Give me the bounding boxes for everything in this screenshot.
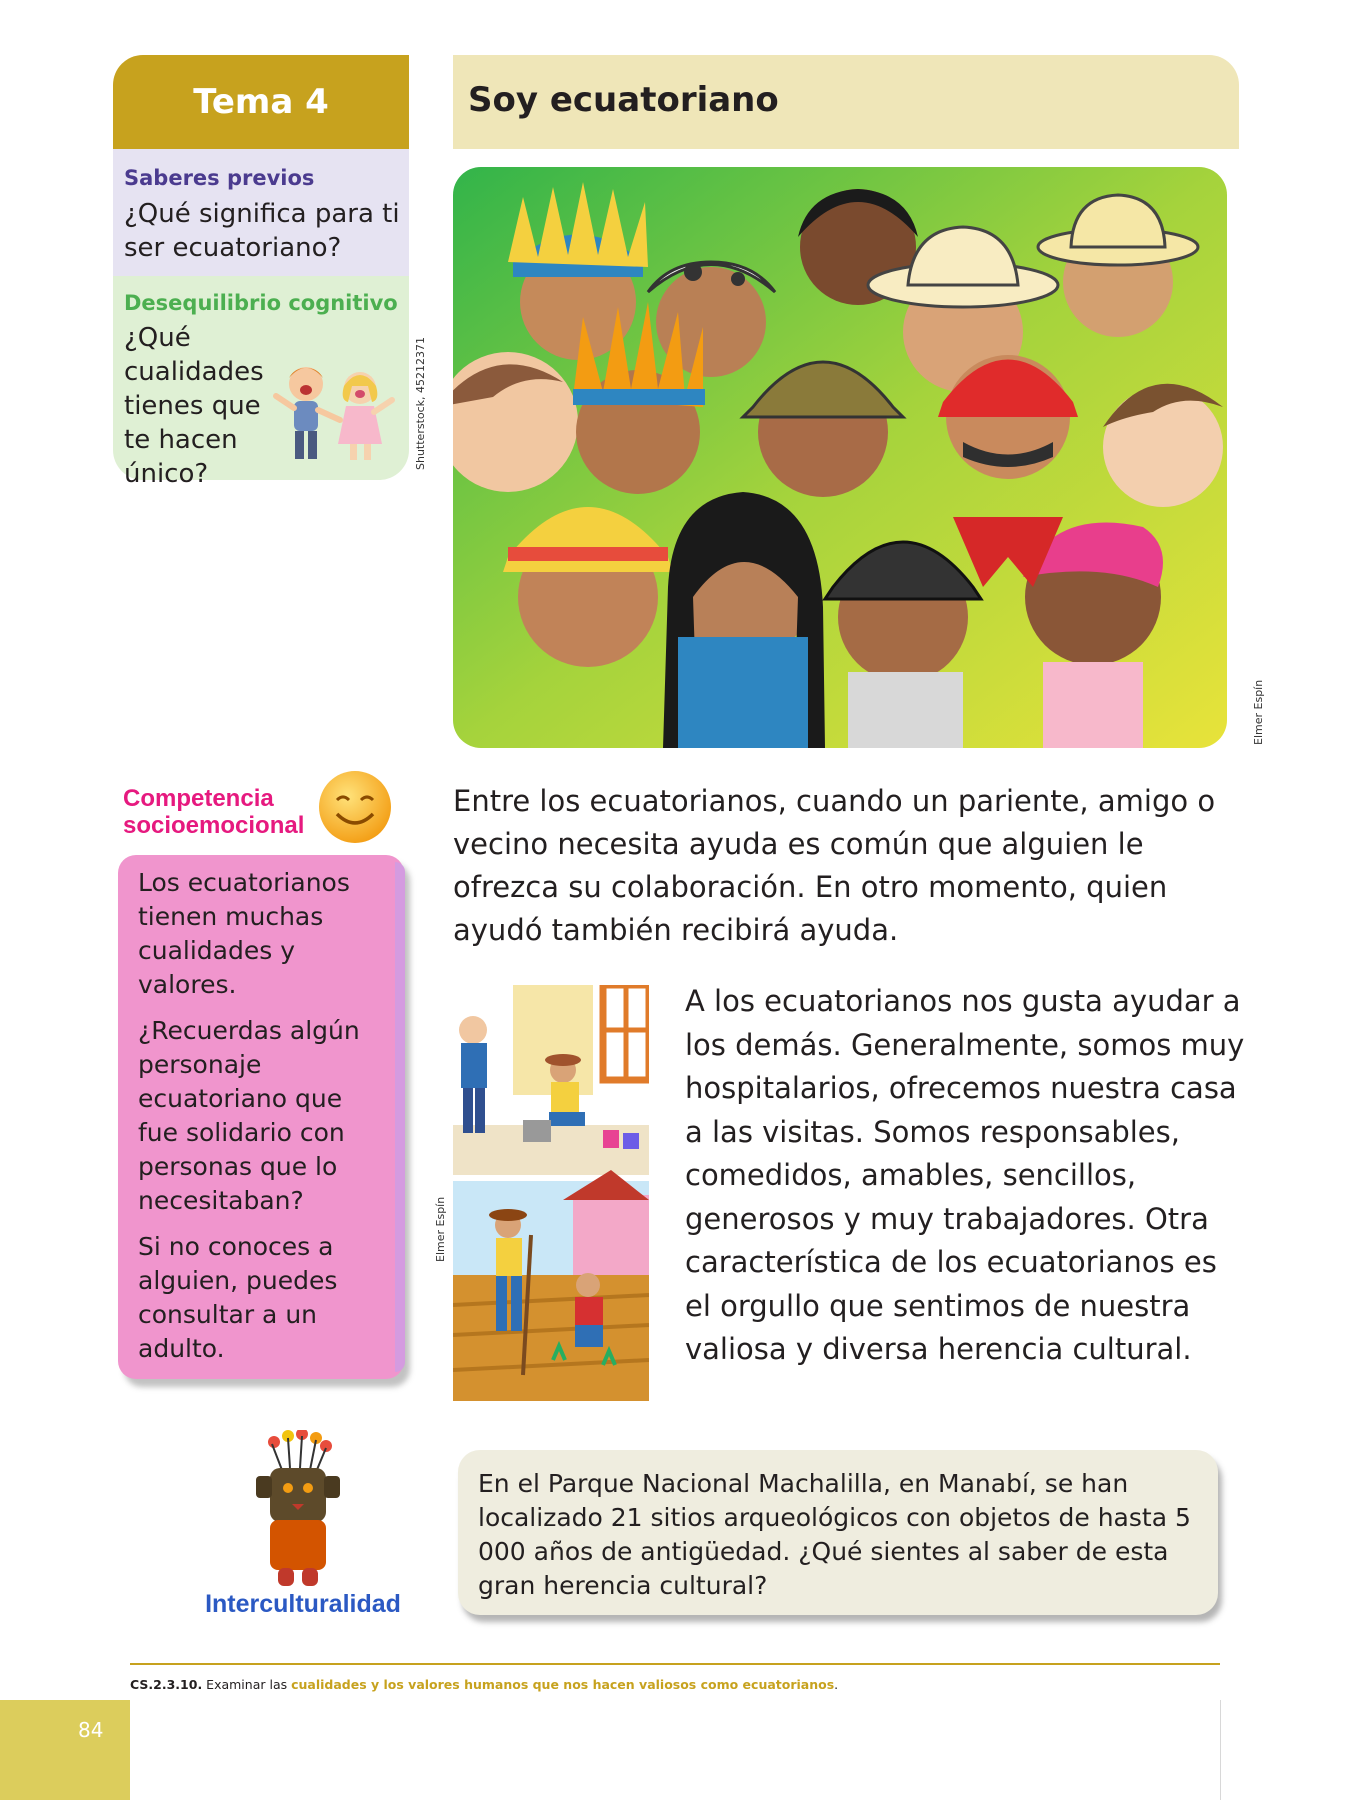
tema-label: Tema 4 <box>193 82 329 122</box>
archaeological-figurine-image <box>252 1430 344 1590</box>
objective-suffix: . <box>834 1677 839 1692</box>
objective-code: CS.2.3.10. <box>130 1677 203 1692</box>
desequilibrio-heading: Desequilibrio cognitivo <box>124 291 398 315</box>
desequilibrio-question: ¿Qué cualidades tienes que te hacen único? <box>124 323 264 489</box>
objective-highlight: cualidades y los valores humanos que nos hacen valiosos como ecuatorianos <box>291 1677 835 1692</box>
body-paragraph-2: A los ecuatorianos nos gusta ayudar a los demás. Generalmente, somos muy hospitalarios, ofrecemos nuestra casa a las visitas. Somos responsables, comedidos, amables, sencillos, generosos y muy trabajadores. Otra característica de los ecuatorianos es el orgullo que sentimos de nuestra valiosa y diversa herencia cultural. <box>685 984 1245 1366</box>
smiley-icon <box>315 768 395 846</box>
objective-prefix: Examinar las <box>202 1677 292 1692</box>
kids-illustration <box>268 356 400 466</box>
footer-divider <box>130 1663 1220 1665</box>
photo-credit-shutterstock <box>412 335 432 475</box>
competencia-title-line1: Competencia <box>123 785 274 812</box>
competencia-paragraph-1: Los ecuatorianos tienen muchas cualidades y valores. <box>138 868 350 999</box>
page-number-tab <box>0 1700 130 1800</box>
footer-right-rule <box>1220 1700 1221 1800</box>
interculturalidad-note-text: En el Parque Nacional Machalilla, en Manabí, se han localizado 21 sitios arqueológicos con objetos de hasta 5 000 años de antigüedad. ¿Qué sientes al saber de esta gran herencia cultural? <box>478 1469 1191 1600</box>
page-title: Soy ecuatoriano <box>468 80 779 120</box>
people-working-illustration <box>453 985 649 1401</box>
illustration-credit-text: Elmer Espín <box>1252 679 1265 745</box>
saberes-previos-heading: Saberes previos <box>124 166 315 190</box>
curriculum-objective <box>130 1677 838 1692</box>
saberes-previos-question: ¿Qué significa para ti ser ecuatoriano? <box>124 199 400 263</box>
photo-credit-text: Shutterstock, 45212371 <box>414 336 427 470</box>
competencia-paragraph-2: ¿Recuerdas algún personaje ecuatoriano que fue solidario con personas que lo necesitaban? <box>138 1016 360 1215</box>
diverse-children-illustration <box>453 167 1227 748</box>
page-number: 84 <box>78 1718 104 1742</box>
interculturalidad-label: Interculturalidad <box>205 1590 401 1618</box>
competencia-title <box>123 785 304 839</box>
illustration-credit-1 <box>1250 610 1270 750</box>
competencia-title-line2: socioemocional <box>123 812 305 839</box>
body-paragraph-1: Entre los ecuatorianos, cuando un pariente, amigo o vecino necesita ayuda es común que alguien le ofrezca su colaboración. En otro momento, quien ayudó también recibirá ayuda. <box>453 784 1216 947</box>
competencia-box-edge <box>395 862 405 1372</box>
illustration-credit-2-text: Elmer Espín <box>434 1196 447 1262</box>
competencia-paragraph-3: Si no conoces a alguien, puedes consultar a un adulto. <box>138 1232 338 1363</box>
illustration-credit-2 <box>432 1180 452 1300</box>
